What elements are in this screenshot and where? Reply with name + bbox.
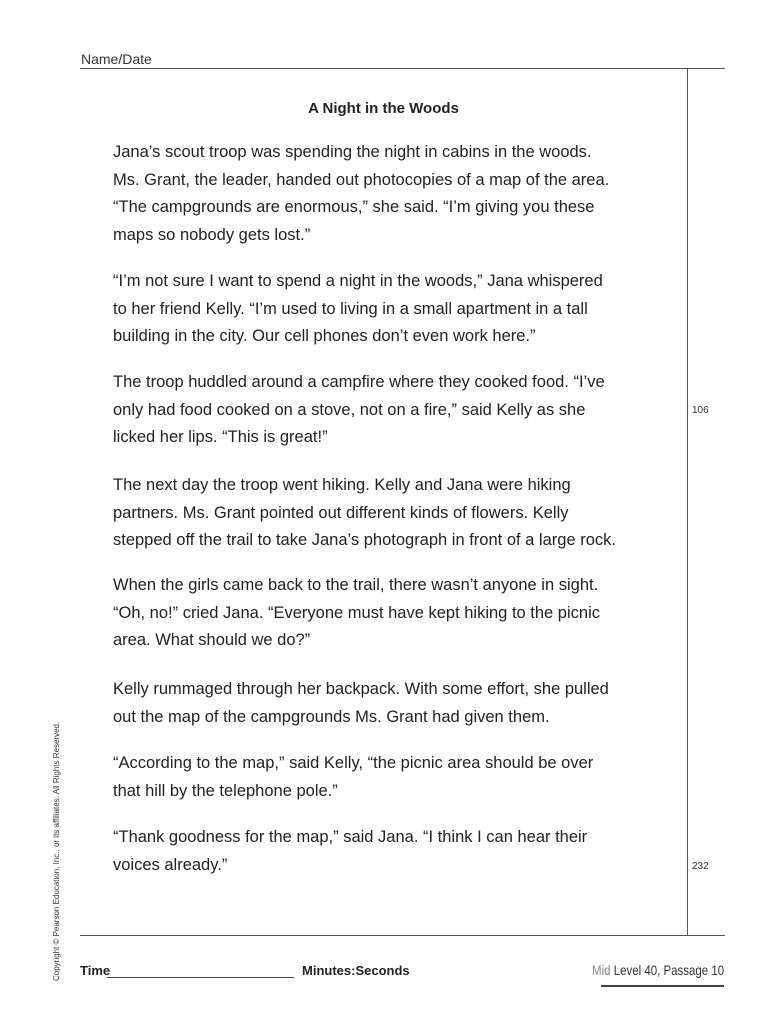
passage-title: A Night in the Woods	[308, 100, 459, 117]
bottom-rule	[80, 935, 725, 936]
line: Ms. Grant, the leader, handed out photocopies of a map of the area.	[113, 170, 610, 189]
word-count-marker: 232	[692, 861, 709, 872]
line: only had food cooked on a stove, not on a fire,” said Kelly as she	[113, 400, 586, 419]
word-count-column-rule	[687, 69, 688, 935]
paragraph-8	[113, 824, 685, 879]
line: voices already.”	[113, 855, 228, 874]
line: The next day the troop went hiking. Kelly and Jana were hiking	[113, 476, 571, 494]
line: to her friend Kelly. “I’m used to living in a small apartment in a tall	[113, 299, 588, 318]
level-text: Level 40, Passage 10	[613, 962, 724, 978]
line: building in the city. Our cell phones don’t even work here.”	[113, 327, 536, 345]
level-underline	[601, 985, 724, 987]
line: “Oh, no!” cried Jana. “Everyone must have kept hiking to the picnic	[113, 603, 600, 622]
word-count-marker: 106	[692, 405, 709, 416]
line: When the girls came back to the trail, there wasn’t anyone in sight.	[113, 576, 599, 594]
paragraph-6	[113, 676, 685, 731]
line: “The campgrounds are enormous,” she said. “I’m giving you these	[113, 198, 595, 216]
line: maps so nobody gets lost.”	[113, 225, 311, 244]
paragraph-5	[113, 572, 685, 655]
paragraph-2	[113, 268, 685, 351]
paragraph-1	[113, 139, 685, 249]
line: Kelly rummaged through her backpack. With some effort, she pulled	[113, 680, 609, 698]
line: “I’m not sure I want to spend a night in the woods,” Jana whispered	[113, 272, 603, 290]
paragraph-7	[113, 750, 685, 805]
minutes-seconds-label: Minutes:Seconds	[302, 963, 410, 978]
line: “According to the map,” said Kelly, “the picnic area should be over	[113, 754, 594, 772]
line: partners. Ms. Grant pointed out different kinds of flowers. Kelly	[113, 503, 569, 522]
level-prefix: Mid	[591, 962, 611, 978]
level-passage-label	[592, 962, 724, 978]
top-rule	[80, 68, 725, 69]
time-label: Time	[80, 963, 111, 978]
line: licked her lips. “This is great!”	[113, 428, 328, 446]
name-date-label: Name/Date	[81, 51, 152, 67]
paragraph-4	[113, 472, 685, 555]
line: The troop huddled around a campfire where they cooked food. “I’ve	[113, 373, 605, 391]
line: that hill by the telephone pole.”	[113, 781, 338, 800]
copyright-notice: Copyright © Pearson Education, Inc., or its affiliates. All Rights Reserved.	[52, 721, 61, 981]
line: area. What should we do?”	[113, 631, 311, 649]
line: Jana’s scout troop was spending the night in cabins in the woods.	[113, 143, 592, 161]
line: stepped off the trail to take Jana’s photograph in front of a large rock.	[113, 531, 616, 549]
time-blank-line	[107, 977, 294, 978]
line: “Thank goodness for the map,” said Jana. “I think I can hear their	[113, 828, 588, 846]
line: out the map of the campgrounds Ms. Grant had given them.	[113, 707, 550, 726]
paragraph-3	[113, 369, 685, 452]
